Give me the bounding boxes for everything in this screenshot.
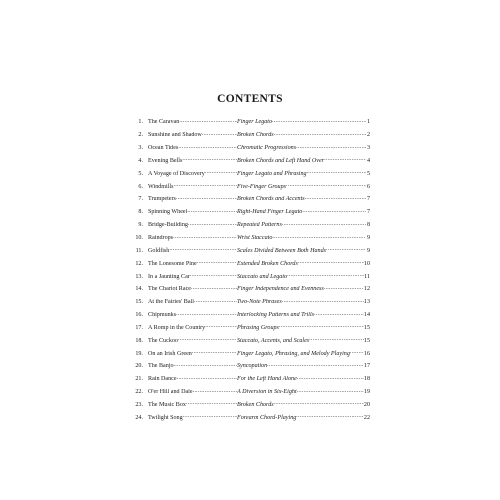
toc-entry [132, 373, 370, 386]
entry-focus-group [237, 260, 370, 267]
entry-focus: Phrasing Groups [237, 324, 279, 331]
entry-focus-group [237, 183, 370, 190]
toc-entry [132, 386, 370, 399]
entry-number: 20. [135, 363, 143, 370]
entry-focus: Interlocking Patterns and Trills [237, 312, 315, 319]
entry-focus: Repeated Patterns [237, 222, 282, 229]
entry-focus: Broken Chords [237, 132, 274, 139]
entry-number: 10. [135, 235, 143, 242]
entry-number: 22. [135, 389, 143, 396]
entry-focus-group [237, 324, 370, 331]
entry-focus: For the Left Hand Alone [237, 376, 297, 383]
table-of-contents [132, 116, 370, 424]
entry-page-number: 5 [366, 170, 370, 177]
entry-focus: Staccato, Accents, and Scales [237, 337, 310, 344]
dot-leader [274, 401, 364, 408]
entry-page-number: 13 [363, 299, 370, 306]
entry-title-group [148, 145, 237, 152]
entry-title-group [148, 324, 237, 331]
entry-number: 24. [135, 414, 143, 421]
entry-number: 18. [135, 337, 143, 344]
dot-leader [202, 132, 237, 139]
entry-page-number: 17 [363, 363, 370, 370]
dot-leader [296, 414, 364, 421]
dot-leader [272, 119, 366, 126]
entry-song-title: A Voyage of Discovery [148, 170, 205, 177]
entry-focus: Finger Legato and Phrasing [237, 170, 307, 177]
entry-focus: Two-Note Phrases [237, 299, 282, 306]
dot-leader [191, 286, 237, 293]
entry-title-group [148, 414, 237, 421]
entry-page-number: 7 [366, 196, 370, 203]
entry-title-group [148, 183, 237, 190]
toc-entry [132, 116, 370, 129]
dot-leader [177, 376, 237, 383]
dot-leader [186, 401, 237, 408]
toc-entry [132, 167, 370, 180]
dot-leader [324, 286, 364, 293]
entry-number: 19. [135, 350, 143, 357]
entry-title-group [148, 273, 237, 280]
toc-entry [132, 180, 370, 193]
entry-number: 6. [138, 183, 143, 190]
entry-title-group [148, 157, 237, 164]
entry-page-number: 9 [366, 235, 370, 242]
entry-number: 15. [135, 299, 143, 306]
dot-leader [297, 389, 364, 396]
entry-focus-group [237, 196, 370, 203]
toc-entry [132, 309, 370, 322]
entry-title-group [148, 209, 237, 216]
dot-leader [205, 324, 237, 331]
dot-leader [305, 196, 366, 203]
entry-focus-group [237, 119, 370, 126]
entry-song-title: Windmills [148, 183, 174, 190]
entry-song-title: The Chariot Race [148, 286, 191, 293]
entry-page-number: 3 [366, 145, 370, 152]
entry-focus-group [237, 132, 370, 139]
entry-title-group [148, 363, 237, 370]
entry-focus: Finger Legato, Phrasing, and Melody Playing [237, 350, 350, 357]
dot-leader [314, 312, 364, 319]
dot-leader [173, 235, 237, 242]
entry-number: 14. [135, 286, 143, 293]
entry-page-number: 10 [363, 260, 370, 267]
dot-leader [307, 170, 366, 177]
entry-focus-group [237, 157, 370, 164]
toc-entry [132, 411, 370, 424]
entry-song-title: Raindrops [148, 235, 174, 242]
entry-page-number: 20 [363, 401, 370, 408]
entry-song-title: Goldfish [148, 247, 170, 254]
entry-focus-group [237, 170, 370, 177]
entry-page-number: 19 [363, 389, 370, 396]
entry-focus-group [237, 235, 370, 242]
entry-focus-group [237, 247, 370, 254]
entry-title-group [148, 170, 237, 177]
toc-entry [132, 129, 370, 142]
toc-entry [132, 257, 370, 270]
entry-song-title: A Romp in the Country [148, 324, 206, 331]
entry-focus-group [237, 222, 370, 229]
entry-focus: Wrist Staccato [237, 235, 273, 242]
entry-focus: Chromatic Progressions [237, 145, 297, 152]
dot-leader [282, 222, 366, 229]
dot-leader [297, 376, 364, 383]
entry-focus: Right-Hand Finger Legato [237, 209, 303, 216]
entry-focus-group [237, 209, 370, 216]
entry-number: 16. [135, 312, 143, 319]
entry-focus-group [237, 376, 370, 383]
entry-title-group [148, 337, 237, 344]
toc-entry [132, 334, 370, 347]
entry-number: 5. [138, 170, 143, 177]
dot-leader [187, 209, 237, 216]
dot-leader [296, 145, 366, 152]
entry-page-number: 14 [363, 312, 370, 319]
entry-title-group [148, 247, 237, 254]
toc-entry [132, 142, 370, 155]
entry-song-title: Trumpeters [148, 196, 176, 203]
entry-page-number: 15 [363, 324, 370, 331]
dot-leader [193, 389, 237, 396]
dot-leader [178, 337, 237, 344]
entry-title-group [148, 389, 237, 396]
entry-song-title: At the Fairies' Ball [148, 299, 194, 306]
entry-number: 8. [138, 209, 143, 216]
entry-song-title: The Music Box [148, 401, 186, 408]
entry-focus-group [237, 389, 370, 396]
dot-leader [183, 414, 237, 421]
dot-leader [279, 324, 364, 331]
entry-page-number: 22 [363, 414, 370, 421]
entry-title-group [148, 222, 237, 229]
entry-page-number: 6 [366, 183, 370, 190]
entry-number: 12. [135, 260, 143, 267]
entry-number: 23. [135, 401, 143, 408]
entry-song-title: The Lonesome Pine [148, 260, 197, 267]
dot-leader [197, 260, 237, 267]
entry-song-title: Evening Bells [148, 157, 183, 164]
entry-title-group [148, 119, 237, 126]
dot-leader [267, 363, 364, 370]
toc-entry [132, 347, 370, 360]
toc-entry [132, 193, 370, 206]
dot-leader [182, 157, 237, 164]
entry-song-title: Chipmunks [148, 312, 177, 319]
dot-leader [176, 312, 237, 319]
dot-leader [326, 247, 366, 254]
entry-page-number: 15 [363, 337, 370, 344]
dot-leader [350, 350, 364, 357]
entry-focus-group [237, 350, 370, 357]
entry-focus-group [237, 363, 370, 370]
toc-entry [132, 219, 370, 232]
entry-number: 11. [135, 247, 143, 254]
dot-leader [169, 247, 237, 254]
entry-focus-group [237, 414, 370, 421]
entry-focus: Broken Chords and Left Hand Over [237, 157, 325, 164]
entry-page-number: 12 [363, 286, 370, 293]
toc-entry [132, 283, 370, 296]
dot-leader [298, 260, 364, 267]
entry-page-number: 4 [366, 157, 370, 164]
entry-focus: Broken Chords [237, 401, 274, 408]
toc-entry [132, 206, 370, 219]
dot-leader [176, 196, 237, 203]
entry-title-group [148, 312, 237, 319]
entry-song-title: The Cuckoo [148, 337, 178, 344]
entry-title-group [148, 376, 237, 383]
entry-number: 9. [138, 222, 143, 229]
entry-title-group [148, 299, 237, 306]
entry-song-title: Ocean Tides [148, 145, 179, 152]
dot-leader [179, 119, 237, 126]
dot-leader [188, 222, 237, 229]
entry-title-group [148, 350, 237, 357]
dot-leader [178, 145, 237, 152]
toc-entry [132, 155, 370, 168]
entry-song-title: In a Jaunting Car [148, 273, 190, 280]
entry-number: 3. [138, 145, 143, 152]
toc-entry [132, 232, 370, 245]
entry-title-group [148, 401, 237, 408]
entry-focus-group [237, 401, 370, 408]
entry-page-number: 9 [366, 247, 370, 254]
dot-leader [174, 183, 238, 190]
toc-entry [132, 244, 370, 257]
entry-song-title: The Banjo [148, 363, 174, 370]
entry-title-group [148, 286, 237, 293]
dot-leader [282, 299, 364, 306]
entry-title-group [148, 196, 237, 203]
entry-focus-group [237, 286, 370, 293]
entry-title-group [148, 235, 237, 242]
entry-focus-group [237, 145, 370, 152]
entry-page-number: 1 [366, 119, 370, 126]
toc-entry [132, 322, 370, 335]
dot-leader [194, 299, 237, 306]
entry-focus: Broken Chords and Accents [237, 196, 305, 203]
entry-title-group [148, 260, 237, 267]
entry-song-title: Rain Dance [148, 376, 177, 383]
entry-number: 21. [135, 376, 143, 383]
entry-focus: Finger Independence and Evenness [237, 286, 324, 293]
entry-focus-group [237, 337, 370, 344]
entry-page-number: 2 [366, 132, 370, 139]
dot-leader [272, 235, 366, 242]
entry-focus-group [237, 273, 370, 280]
entry-number: 17. [135, 324, 143, 331]
entry-page-number: 18 [363, 376, 370, 383]
entry-song-title: On an Irish Green [148, 350, 192, 357]
entry-focus: Forearm Chord-Playing [237, 414, 297, 421]
entry-song-title: Twilight Song [148, 414, 183, 421]
entry-page-number: 16 [363, 350, 370, 357]
entry-title-group [148, 132, 237, 139]
entry-number: 2. [138, 132, 143, 139]
dot-leader [302, 209, 366, 216]
dot-leader [309, 337, 364, 344]
entry-focus: Extended Broken Chords [237, 260, 298, 267]
entry-song-title: Spinning Wheel [148, 209, 188, 216]
entry-song-title: Sunshine and Shadow [148, 132, 202, 139]
dot-leader [274, 132, 366, 139]
dot-leader [205, 170, 237, 177]
dot-leader [192, 350, 237, 357]
entry-focus-group [237, 299, 370, 306]
entry-number: 7. [138, 196, 143, 203]
entry-page-number: 11 [364, 273, 370, 280]
dot-leader [286, 183, 366, 190]
dot-leader [174, 363, 237, 370]
toc-entry [132, 270, 370, 283]
entry-number: 1. [138, 119, 143, 126]
entry-page-number: 7 [366, 209, 370, 216]
entry-focus-group [237, 312, 370, 319]
page-title: CONTENTS [217, 93, 283, 105]
entry-page-number: 8 [366, 222, 370, 229]
entry-song-title: O'er Hill and Dale [148, 389, 193, 396]
entry-focus: Staccato and Legato [237, 273, 288, 280]
dot-leader [324, 157, 366, 164]
entry-focus: Five-Finger Groups [237, 183, 287, 190]
dot-leader [190, 273, 237, 280]
entry-focus: Scales Divided Between Both Hands [237, 247, 327, 254]
toc-entry [132, 399, 370, 412]
toc-entry [132, 296, 370, 309]
entry-focus: Finger Legato [237, 119, 273, 126]
toc-entry [132, 360, 370, 373]
dot-leader [287, 273, 364, 280]
entry-focus: Syncopation [237, 363, 268, 370]
entry-song-title: The Caravan [148, 119, 180, 126]
entry-number: 13. [135, 273, 143, 280]
entry-number: 4. [138, 157, 143, 164]
entry-song-title: Bridge-Building [148, 222, 188, 229]
entry-focus: A Diversion in Six-Eight [237, 389, 297, 396]
